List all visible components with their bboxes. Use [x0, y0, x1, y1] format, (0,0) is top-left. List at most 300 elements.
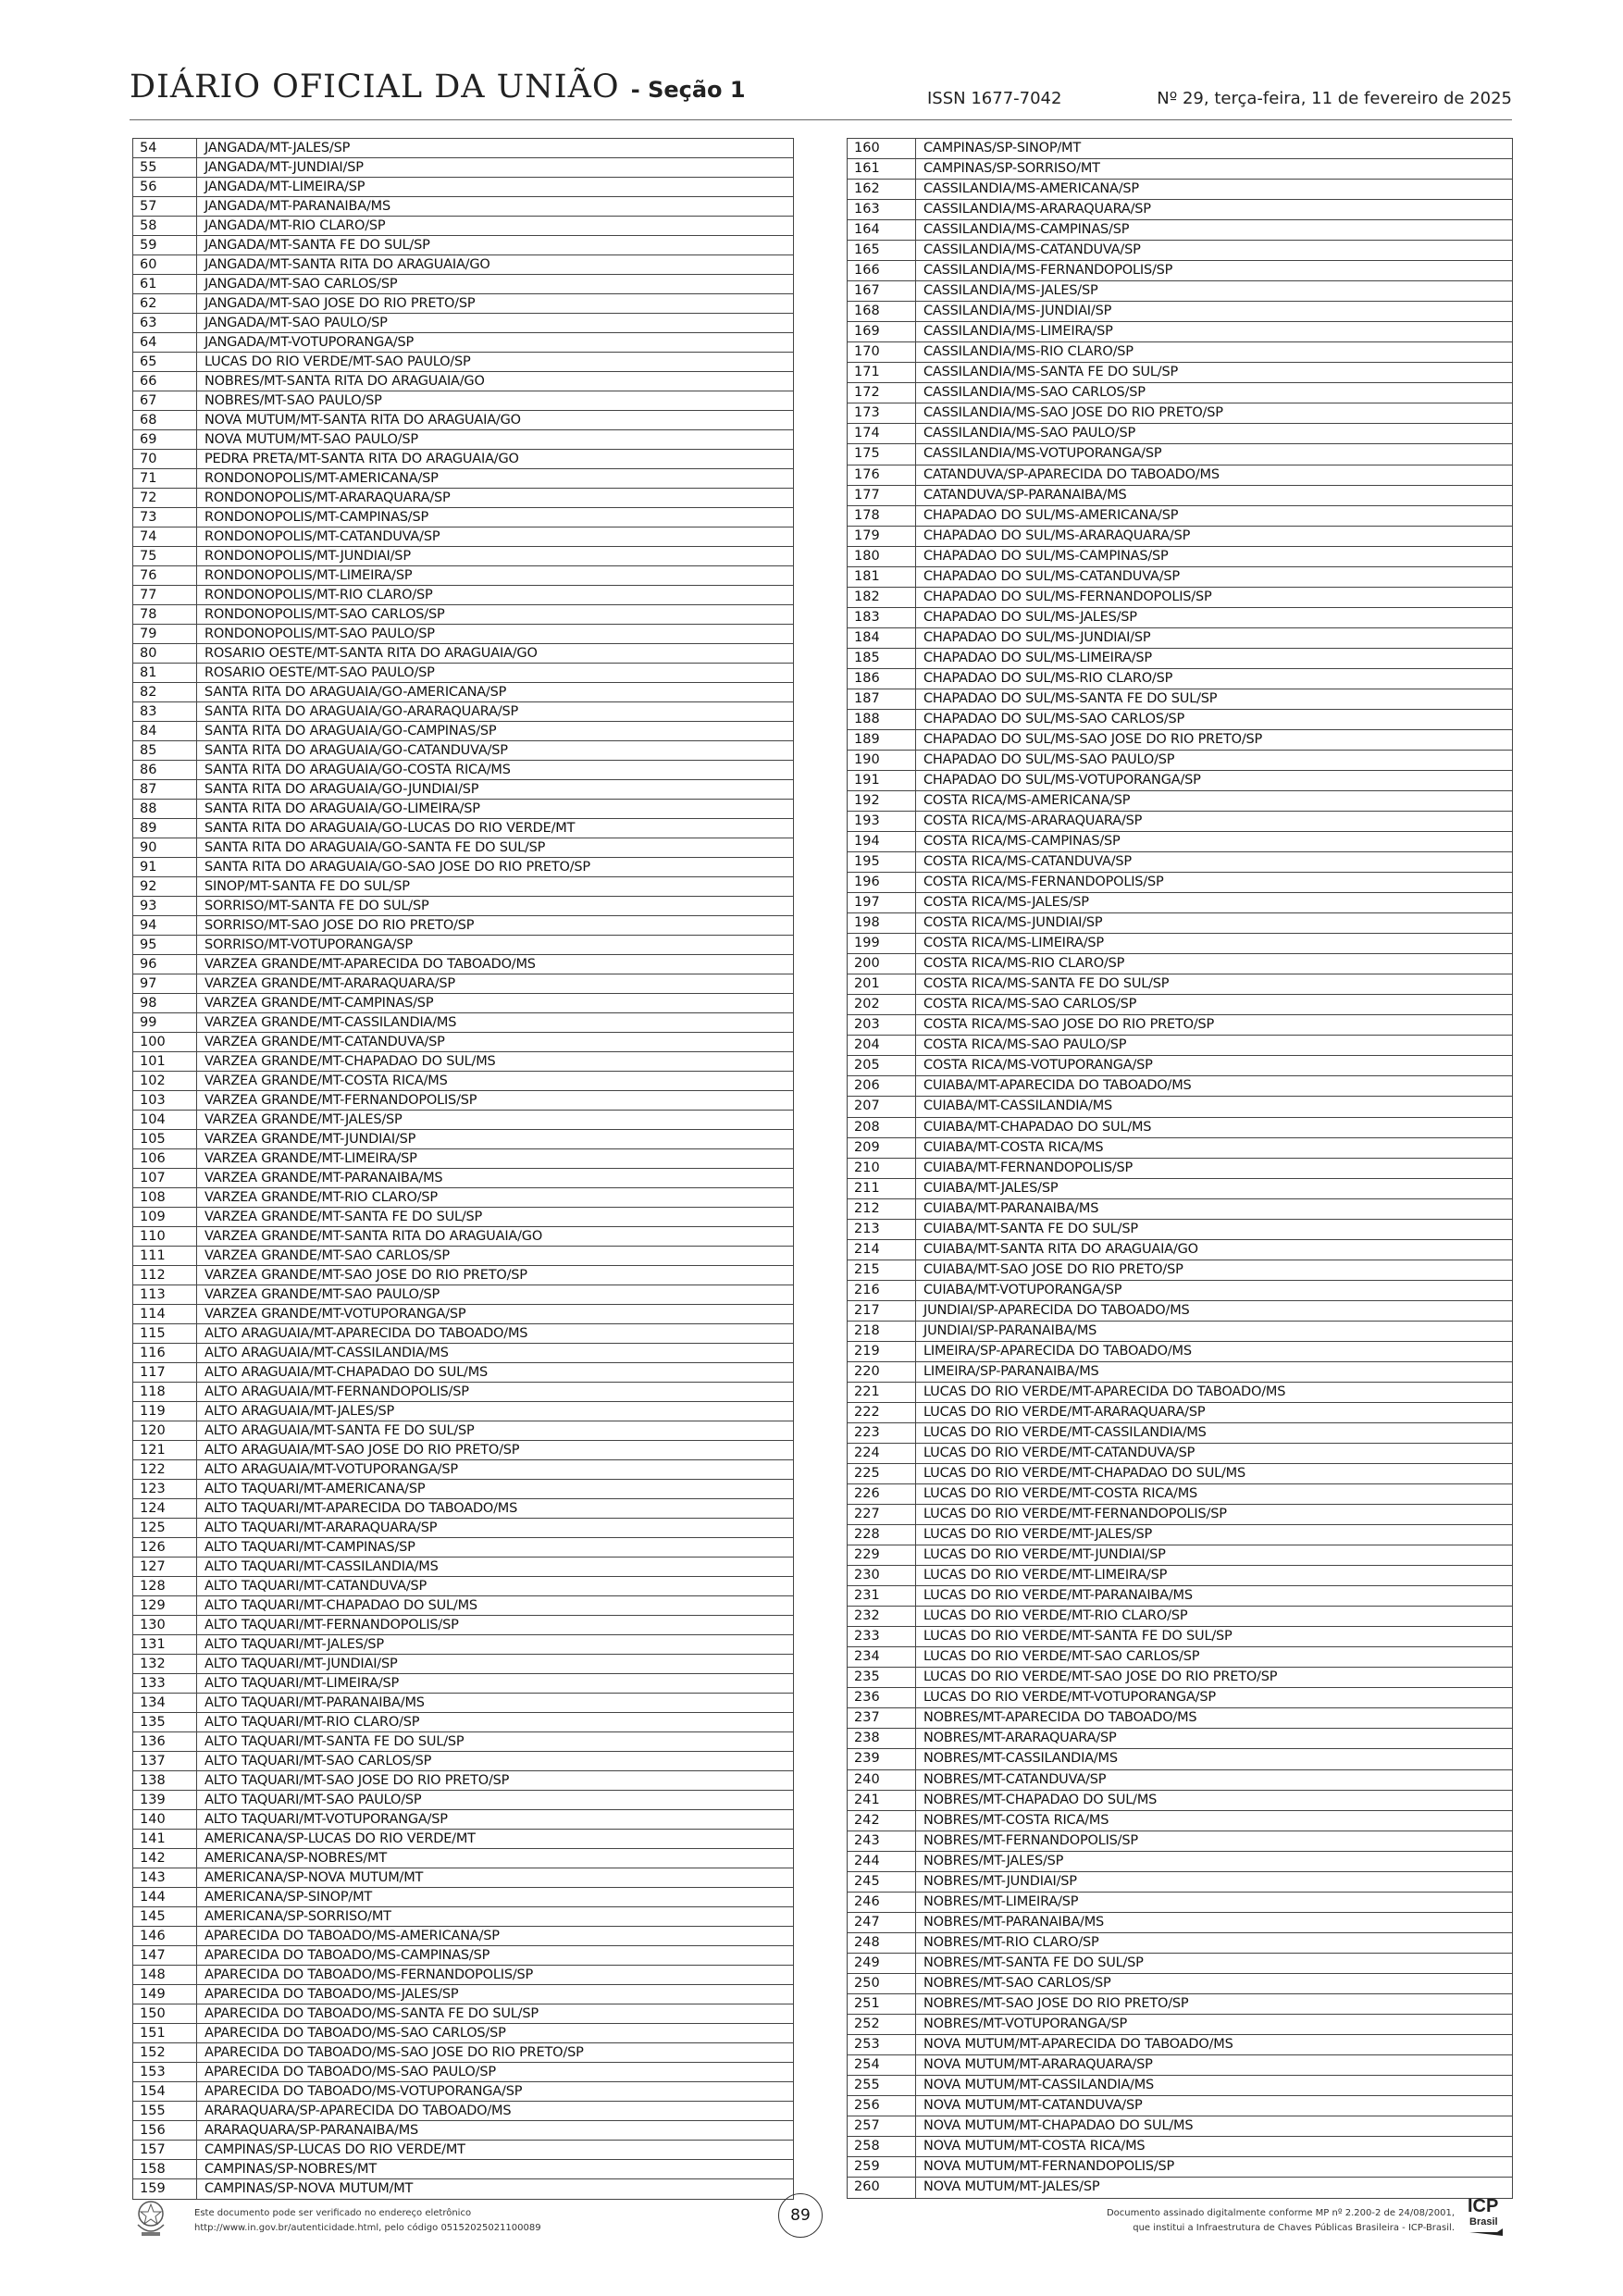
route-name: CHAPADAO DO SUL/MS-JUNDIAI/SP [923, 629, 1151, 645]
table-row [848, 1097, 1512, 1117]
row-number: 153 [133, 2063, 197, 2081]
table-row [133, 1635, 793, 1655]
route-name: NOVA MUTUM/MT-CHAPADAO DO SUL/MS [923, 2118, 1194, 2134]
signature-line-1: Documento assinado digitalmente conforme MP nº 2.200-2 de 24/08/2001, [1106, 2208, 1455, 2218]
row-number: 60 [133, 255, 197, 274]
row-number: 96 [133, 955, 197, 974]
row-number: 169 [848, 322, 916, 341]
row-number: 222 [848, 1403, 916, 1422]
row-number: 237 [848, 1708, 916, 1728]
route-name: COSTA RICA/MS-AMERICANA/SP [923, 793, 1131, 808]
row-number: 191 [848, 771, 916, 790]
route-name: ALTO ARAGUAIA/MT-CHAPADAO DO SUL/MS [204, 1365, 489, 1380]
table-row [848, 1770, 1512, 1791]
row-number: 113 [133, 1285, 197, 1304]
route-name: NOBRES/MT-JUNDIAI/SP [923, 1873, 1077, 1889]
table-row [848, 1383, 1512, 1403]
table-row [133, 1111, 793, 1130]
route-name: ALTO ARAGUAIA/MT-VOTUPORANGA/SP [204, 1462, 458, 1477]
table-row [848, 547, 1512, 567]
route-name: NOBRES/MT-CHAPADAO DO SUL/MS [923, 1792, 1158, 1807]
table-row [133, 391, 793, 411]
route-name: JANGADA/MT-RIO CLARO/SP [204, 218, 386, 233]
row-number: 103 [133, 1091, 197, 1110]
route-name: CAMPINAS/SP-NOVA MUTUM/MT [204, 2181, 414, 2196]
table-row [848, 1566, 1512, 1586]
route-name: CUIABA/MT-VOTUPORANGA/SP [923, 1282, 1122, 1297]
table-row [133, 1499, 793, 1519]
table-row [848, 791, 1512, 812]
table-row [133, 547, 793, 566]
table-row [133, 2082, 793, 2102]
table-row [133, 974, 793, 994]
row-number: 228 [848, 1525, 916, 1545]
table-row [848, 261, 1512, 281]
route-name: VARZEA GRANDE/MT-CASSILANDIA/MS [204, 1015, 457, 1030]
svg-text:Brasil: Brasil [1469, 2216, 1498, 2228]
row-number: 100 [133, 1033, 197, 1051]
route-name: SANTA RITA DO ARAGUAIA/GO-ARARAQUARA/SP [204, 704, 519, 719]
route-name: CHAPADAO DO SUL/MS-SAO JOSE DO RIO PRETO/SP [923, 731, 1263, 747]
route-name: SANTA RITA DO ARAGUAIA/GO-LUCAS DO RIO VERDE/MT [204, 821, 576, 836]
row-number: 236 [848, 1688, 916, 1707]
table-row [848, 934, 1512, 954]
row-number: 137 [133, 1752, 197, 1770]
row-number: 155 [133, 2102, 197, 2120]
route-name: NOVA MUTUM/MT-CATANDUVA/SP [923, 2098, 1143, 2113]
row-number: 70 [133, 450, 197, 468]
route-name: SANTA RITA DO ARAGUAIA/GO-AMERICANA/SP [204, 685, 507, 700]
route-name: VARZEA GRANDE/MT-SAO CARLOS/SP [204, 1248, 450, 1263]
table-row [848, 1301, 1512, 1322]
row-number: 127 [133, 1558, 197, 1576]
row-number: 132 [133, 1655, 197, 1673]
route-name: CHAPADAO DO SUL/MS-ARARAQUARA/SP [923, 527, 1191, 543]
route-name: CAMPINAS/SP-SINOP/MT [923, 141, 1082, 155]
route-name: AMERICANA/SP-SORRISO/MT [204, 1909, 391, 1924]
table-row [848, 1586, 1512, 1607]
issn-label: ISSN 1677-7042 [927, 89, 1062, 108]
row-number: 251 [848, 1994, 916, 2014]
row-number: 230 [848, 1566, 916, 1585]
route-name: VARZEA GRANDE/MT-LIMEIRA/SP [204, 1151, 417, 1166]
route-name: CUIABA/MT-COSTA RICA/MS [923, 1139, 1104, 1155]
route-name: NOBRES/MT-CATANDUVA/SP [923, 1771, 1107, 1787]
table-row [848, 1954, 1512, 1974]
table-row [133, 702, 793, 722]
row-number: 181 [848, 567, 916, 587]
row-number: 183 [848, 608, 916, 627]
table-row [848, 812, 1512, 832]
row-number: 123 [133, 1480, 197, 1498]
table-row [133, 1363, 793, 1383]
route-name: VARZEA GRANDE/MT-CHAPADAO DO SUL/MS [204, 1054, 496, 1069]
row-number: 212 [848, 1199, 916, 1219]
row-number: 134 [133, 1694, 197, 1712]
row-number: 140 [133, 1810, 197, 1829]
route-name: ALTO TAQUARI/MT-VOTUPORANGA/SP [204, 1812, 448, 1827]
table-row [133, 430, 793, 450]
route-name: LUCAS DO RIO VERDE/MT-SAO JOSE DO RIO PRETO/SP [923, 1669, 1278, 1685]
row-number: 94 [133, 916, 197, 935]
verification-line-1: Este documento pode ser verificado no endereço eletrônico [194, 2208, 472, 2218]
route-name: NOVA MUTUM/MT-JALES/SP [923, 2179, 1100, 2195]
table-row [848, 974, 1512, 995]
row-number: 93 [133, 897, 197, 915]
route-name: NOBRES/MT-SAO JOSE DO RIO PRETO/SP [923, 1995, 1189, 2011]
table-row [848, 893, 1512, 913]
section-label: - Seção 1 [630, 77, 746, 103]
row-number: 154 [133, 2082, 197, 2101]
row-number: 210 [848, 1159, 916, 1178]
table-row [848, 1444, 1512, 1464]
row-number: 63 [133, 314, 197, 332]
table-row [133, 1383, 793, 1402]
route-name: RONDONOPOLIS/MT-CAMPINAS/SP [204, 510, 429, 525]
route-name: CASSILANDIA/MS-JALES/SP [923, 283, 1098, 299]
route-name: COSTA RICA/MS-RIO CLARO/SP [923, 956, 1125, 972]
table-row [848, 1994, 1512, 2015]
route-name: NOVA MUTUM/MT-APARECIDA DO TABOADO/MS [923, 2036, 1233, 2052]
row-number: 225 [848, 1464, 916, 1483]
table-row [848, 2116, 1512, 2137]
table-row [133, 838, 793, 858]
row-number: 114 [133, 1305, 197, 1323]
table-row [848, 200, 1512, 220]
table-row [133, 1285, 793, 1305]
row-number: 223 [848, 1423, 916, 1443]
route-name: ALTO TAQUARI/MT-RIO CLARO/SP [204, 1715, 420, 1730]
table-row [133, 1227, 793, 1247]
icp-brasil-logo-icon [1466, 2193, 1512, 2245]
table-row [133, 372, 793, 391]
route-name: ALTO TAQUARI/MT-CATANDUVA/SP [204, 1579, 427, 1594]
table-row [133, 722, 793, 741]
row-number: 190 [848, 751, 916, 770]
table-row [133, 1771, 793, 1791]
row-number: 69 [133, 430, 197, 449]
route-name: CAMPINAS/SP-SORRISO/MT [923, 161, 1100, 177]
row-number: 157 [133, 2141, 197, 2159]
table-row [133, 1596, 793, 1616]
row-number: 130 [133, 1616, 197, 1634]
row-number: 119 [133, 1402, 197, 1421]
row-number: 135 [133, 1713, 197, 1731]
route-name: JUNDIAI/SP-PARANAIBA/MS [923, 1322, 1097, 1338]
row-number: 99 [133, 1013, 197, 1032]
row-number: 81 [133, 664, 197, 682]
row-number: 168 [848, 302, 916, 321]
table-row [133, 2063, 793, 2082]
table-row [133, 1810, 793, 1830]
row-number: 176 [848, 465, 916, 485]
row-number: 131 [133, 1635, 197, 1654]
table-row [848, 1015, 1512, 1036]
table-row [133, 1091, 793, 1111]
table-row [848, 1831, 1512, 1852]
table-row [848, 1199, 1512, 1220]
table-row [848, 1138, 1512, 1159]
row-number: 83 [133, 702, 197, 721]
row-number: 205 [848, 1056, 916, 1075]
row-number: 208 [848, 1118, 916, 1137]
row-number: 139 [133, 1791, 197, 1809]
table-row [848, 527, 1512, 547]
row-number: 180 [848, 547, 916, 566]
row-number: 242 [848, 1811, 916, 1831]
route-name: NOBRES/MT-FERNANDOPOLIS/SP [923, 1832, 1138, 1848]
table-row [848, 1749, 1512, 1769]
row-number: 105 [133, 1130, 197, 1148]
table-row [133, 741, 793, 761]
row-number: 256 [848, 2096, 916, 2116]
table-row [133, 1480, 793, 1499]
row-number: 250 [848, 1974, 916, 1993]
route-name: ALTO TAQUARI/MT-PARANAIBA/MS [204, 1695, 425, 1710]
route-name: CASSILANDIA/MS-CATANDUVA/SP [923, 242, 1141, 258]
table-row [848, 1627, 1512, 1647]
row-number: 239 [848, 1749, 916, 1769]
route-name: NOBRES/MT-JALES/SP [923, 1853, 1064, 1868]
table-row [133, 1713, 793, 1732]
route-name: COSTA RICA/MS-SAO CARLOS/SP [923, 997, 1137, 1012]
row-number: 128 [133, 1577, 197, 1595]
table-row [848, 1893, 1512, 1913]
route-name: SINOP/MT-SANTA FE DO SUL/SP [204, 879, 410, 894]
table-row [133, 255, 793, 275]
row-number: 61 [133, 275, 197, 293]
row-number: 91 [133, 858, 197, 876]
row-number: 107 [133, 1169, 197, 1187]
table-row [848, 1076, 1512, 1097]
route-name: CUIABA/MT-FERNANDOPOLIS/SP [923, 1160, 1134, 1175]
route-name: NOBRES/MT-COSTA RICA/MS [923, 1812, 1109, 1828]
table-row [133, 450, 793, 469]
row-number: 146 [133, 1927, 197, 1945]
route-name: CUIABA/MT-CASSILANDIA/MS [923, 1098, 1113, 1114]
row-number: 249 [848, 1954, 916, 1973]
row-number: 253 [848, 2035, 916, 2054]
row-number: 97 [133, 974, 197, 993]
row-number: 217 [848, 1301, 916, 1321]
route-name: ALTO TAQUARI/MT-APARECIDA DO TABOADO/MS [204, 1501, 518, 1516]
route-name: JANGADA/MT-PARANAIBA/MS [204, 199, 390, 214]
row-number: 129 [133, 1596, 197, 1615]
route-name: ALTO ARAGUAIA/MT-FERNANDOPOLIS/SP [204, 1384, 469, 1399]
route-name: RONDONOPOLIS/MT-AMERICANA/SP [204, 471, 439, 486]
table-row [133, 955, 793, 974]
row-number: 73 [133, 508, 197, 527]
route-name: ALTO TAQUARI/MT-SANTA FE DO SUL/SP [204, 1734, 465, 1749]
table-row [133, 1247, 793, 1266]
table-row [848, 832, 1512, 852]
table-row [848, 1342, 1512, 1362]
row-number: 92 [133, 877, 197, 896]
route-name: RONDONOPOLIS/MT-JUNDIAI/SP [204, 549, 411, 564]
table-row [133, 139, 793, 158]
table-row [848, 1056, 1512, 1076]
route-name: NOBRES/MT-SAO CARLOS/SP [923, 1975, 1111, 1991]
table-row [133, 1927, 793, 1946]
route-name: VARZEA GRANDE/MT-CAMPINAS/SP [204, 996, 434, 1011]
table-row [133, 1907, 793, 1927]
table-row [848, 1668, 1512, 1688]
route-name: APARECIDA DO TABOADO/MS-SAO CARLOS/SP [204, 2026, 506, 2041]
route-name: CHAPADAO DO SUL/MS-SAO CARLOS/SP [923, 711, 1185, 726]
table-row [133, 1791, 793, 1810]
table-row [133, 178, 793, 197]
table-row [848, 322, 1512, 342]
table-row [848, 2157, 1512, 2178]
row-number: 116 [133, 1344, 197, 1362]
table-row [133, 1694, 793, 1713]
route-name: CASSILANDIA/MS-LIMEIRA/SP [923, 324, 1113, 340]
table-row [848, 302, 1512, 322]
route-name: APARECIDA DO TABOADO/MS-SANTA FE DO SUL/SP [204, 2006, 539, 2021]
row-number: 203 [848, 1015, 916, 1035]
route-name: CUIABA/MT-PARANAIBA/MS [923, 1200, 1099, 1216]
route-name: CHAPADAO DO SUL/MS-AMERICANA/SP [923, 507, 1179, 523]
table-row [848, 1260, 1512, 1281]
table-row [133, 314, 793, 333]
row-number: 260 [848, 2178, 916, 2198]
row-number: 74 [133, 527, 197, 546]
table-row [133, 916, 793, 936]
row-number: 198 [848, 913, 916, 933]
table-row [133, 1130, 793, 1149]
table-row [848, 1220, 1512, 1240]
route-name: NOBRES/MT-APARECIDA DO TABOADO/MS [923, 1710, 1197, 1726]
row-number: 102 [133, 1072, 197, 1090]
table-left-column [132, 138, 794, 2200]
row-number: 221 [848, 1383, 916, 1402]
table-row [133, 1830, 793, 1849]
table-row [848, 1647, 1512, 1668]
route-name: ALTO ARAGUAIA/MT-SAO JOSE DO RIO PRETO/SP [204, 1443, 520, 1458]
row-number: 254 [848, 2055, 916, 2075]
row-number: 75 [133, 547, 197, 565]
row-number: 255 [848, 2076, 916, 2095]
table-row [133, 664, 793, 683]
row-number: 143 [133, 1868, 197, 1887]
row-number: 244 [848, 1852, 916, 1871]
row-number: 252 [848, 2015, 916, 2034]
row-number: 186 [848, 669, 916, 689]
route-name: VARZEA GRANDE/MT-PARANAIBA/MS [204, 1171, 443, 1185]
route-name: ALTO TAQUARI/MT-JALES/SP [204, 1637, 384, 1652]
route-name: CASSILANDIA/MS-ARARAQUARA/SP [923, 202, 1151, 217]
table-row [133, 586, 793, 605]
table-row [133, 1441, 793, 1460]
route-name: NOBRES/MT-CASSILANDIA/MS [923, 1751, 1118, 1767]
table-row [133, 333, 793, 353]
route-name: VARZEA GRANDE/MT-CATANDUVA/SP [204, 1035, 445, 1049]
row-number: 209 [848, 1138, 916, 1158]
table-row [848, 588, 1512, 608]
table-row [133, 800, 793, 819]
route-name: RONDONOPOLIS/MT-LIMEIRA/SP [204, 568, 413, 583]
route-name: LUCAS DO RIO VERDE/MT-JALES/SP [923, 1527, 1153, 1543]
row-number: 173 [848, 403, 916, 423]
verification-notice [194, 2206, 541, 2236]
table-row [848, 1505, 1512, 1525]
table-row [133, 897, 793, 916]
table-row [848, 1811, 1512, 1831]
route-name: ALTO ARAGUAIA/MT-APARECIDA DO TABOADO/MS [204, 1326, 528, 1341]
row-number: 194 [848, 832, 916, 851]
table-row [848, 1974, 1512, 1994]
route-name: AMERICANA/SP-NOVA MUTUM/MT [204, 1870, 424, 1885]
route-name: CASSILANDIA/MS-RIO CLARO/SP [923, 344, 1134, 360]
row-number: 189 [848, 730, 916, 750]
table-row [848, 2137, 1512, 2157]
row-number: 206 [848, 1076, 916, 1096]
table-row [133, 877, 793, 897]
table-row [133, 1169, 793, 1188]
table-row [133, 1966, 793, 1985]
row-number: 164 [848, 220, 916, 240]
table-row [133, 2043, 793, 2063]
row-number: 216 [848, 1281, 916, 1300]
table-row [848, 465, 1512, 486]
row-number: 215 [848, 1260, 916, 1280]
row-number: 224 [848, 1444, 916, 1463]
row-number: 204 [848, 1036, 916, 1055]
route-name: SANTA RITA DO ARAGUAIA/GO-JUNDIAI/SP [204, 782, 479, 797]
row-number: 229 [848, 1545, 916, 1565]
row-number: 115 [133, 1324, 197, 1343]
route-name: NOBRES/MT-SANTA FE DO SUL/SP [923, 1955, 1144, 1970]
signature-line-2: que institui a Infraestrutura de Chaves Públicas Brasileira - ICP-Brasil. [1133, 2223, 1455, 2233]
table-row [133, 1577, 793, 1596]
row-number: 177 [848, 486, 916, 505]
table-row [848, 852, 1512, 873]
route-name: JANGADA/MT-JALES/SP [204, 141, 351, 155]
row-number: 165 [848, 241, 916, 260]
table-row [133, 1752, 793, 1771]
table-row [848, 220, 1512, 241]
route-name: RONDONOPOLIS/MT-SAO CARLOS/SP [204, 607, 445, 622]
route-name: VARZEA GRANDE/MT-SAO PAULO/SP [204, 1287, 440, 1302]
row-number: 138 [133, 1771, 197, 1790]
row-number: 248 [848, 1933, 916, 1953]
row-number: 108 [133, 1188, 197, 1207]
route-name: SORRISO/MT-SAO JOSE DO RIO PRETO/SP [204, 918, 475, 933]
route-name: JANGADA/MT-SAO JOSE DO RIO PRETO/SP [204, 296, 476, 311]
row-number: 86 [133, 761, 197, 779]
route-name: COSTA RICA/MS-VOTUPORANGA/SP [923, 1058, 1153, 1074]
table-row [133, 1208, 793, 1227]
route-name: CASSILANDIA/MS-AMERICANA/SP [923, 181, 1139, 197]
row-number: 163 [848, 200, 916, 219]
table-row [133, 1888, 793, 1907]
route-name: APARECIDA DO TABOADO/MS-SAO PAULO/SP [204, 2065, 496, 2079]
row-number: 90 [133, 838, 197, 857]
row-number: 240 [848, 1770, 916, 1790]
route-name: VARZEA GRANDE/MT-COSTA RICA/MS [204, 1074, 448, 1088]
route-name: VARZEA GRANDE/MT-JUNDIAI/SP [204, 1132, 416, 1147]
route-name: COSTA RICA/MS-CAMPINAS/SP [923, 834, 1121, 850]
table-row [848, 383, 1512, 403]
publication-name: DIÁRIO OFICIAL DA UNIÃO [130, 68, 620, 105]
row-number: 214 [848, 1240, 916, 1260]
route-name: ARARAQUARA/SP-APARECIDA DO TABOADO/MS [204, 2104, 512, 2118]
route-name: APARECIDA DO TABOADO/MS-AMERICANA/SP [204, 1929, 500, 1943]
row-number: 111 [133, 1247, 197, 1265]
route-name: PEDRA PRETA/MT-SANTA RITA DO ARAGUAIA/GO [204, 452, 519, 466]
route-name: COSTA RICA/MS-CATANDUVA/SP [923, 854, 1132, 870]
route-name: ALTO TAQUARI/MT-LIMEIRA/SP [204, 1676, 400, 1691]
